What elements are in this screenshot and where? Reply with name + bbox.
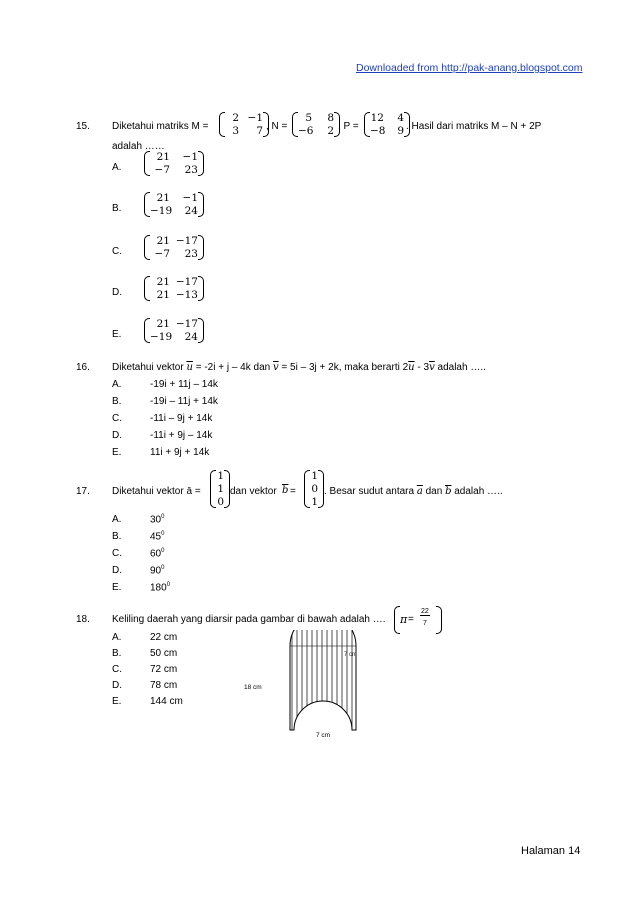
vector-v: $\overline{v}$ [273,362,279,373]
q17-vector-b: 1 0 1 [310,470,318,508]
height-label: 18 cm [244,684,262,691]
q15-option-label: E. [112,329,122,340]
q17-option-value: $60^0$ [150,548,165,560]
q18-option-value: 144 cm [150,696,183,707]
q17-option-label: C. [112,548,122,559]
q17-text-1: Diketahui vektor ā = [112,486,201,497]
q17-text-4: . Besar sudut antara $\overline{a}$ dan $\overline{b}$ adalah ….. [324,486,503,497]
q15-option-label: C. [112,246,122,257]
q15-option-matrix: 21 −17 21 −13 [150,276,198,301]
q15-matrix-p: 12 4 −8 9 [370,112,404,137]
q17-option-value: $90^0$ [150,565,165,577]
q18-option-value: 22 cm [150,632,178,643]
q17-option-value: $180^0$ [150,582,171,594]
q16-number: 16. [76,362,90,373]
q18-option-label: D. [112,680,122,691]
q16-option-label: E. [112,447,122,458]
hatch-lines [292,630,352,740]
q18-option-label: E. [112,696,122,707]
q16-option-value: 11i + 9j + 14k [150,447,210,458]
q16-stem: Diketahui vektor $\overline{u} = -2i + j - 4k$ dan $\overline{v} = 5i - 3j + 2k$, maka berarti $2\overline{u} - 3\overline{v}$ adalah ….. [112,362,486,373]
source-link[interactable]: Downloaded from http://pak-anang.blogspot.com [356,62,583,74]
q15-option-matrix: 21 −1 −7 23 [150,151,198,176]
q18-text: Keliling daerah yang diarsir pada gambar di bawah adalah …. [112,614,386,625]
q17-option-label: B. [112,531,122,542]
q16-option-label: B. [112,396,122,407]
top-label: 7 cm [344,652,358,658]
figure-outline [290,630,356,730]
q15-option-matrix: 21 −17 −19 24 [150,318,198,343]
q16-option-label: A. [112,379,122,390]
q17-option-value: $30^0$ [150,514,165,526]
q17-option-label: D. [112,565,122,576]
q15-number: 15. [76,121,90,132]
q16-option-label: D. [112,430,122,441]
q17-vector-a: 1 1 0 [216,470,224,508]
q18-pi-box: π = 22 7 [394,606,442,634]
q15-option-label: A. [112,162,122,173]
q18-option-value: 78 cm [150,680,178,691]
q17-option-value: $45^0$ [150,531,165,543]
q15-option-matrix: 21 −17 −7 23 [150,235,198,260]
q15-text-c: , P = [338,121,359,132]
vector-u: $\overline{u}$ [186,362,193,373]
q17-option-label: A. [112,514,122,525]
q15-text-d: . Hasil dari matriks M – N + 2P [406,121,542,132]
q15-matrix-n: 5 8 −6 2 [298,112,334,137]
q15-option-label: B. [112,203,122,214]
q15-text-e: adalah …… [112,141,165,152]
q16-option-value: -19i + 11j – 14k [150,379,218,390]
width-label: 7 cm [316,732,331,739]
q16-option-label: C. [112,413,122,424]
q17-number: 17. [76,486,90,497]
q18-option-label: B. [112,648,122,659]
q15-option-matrix: 21 −1 −19 24 [150,192,198,217]
q15-text-a: Diketahui matriks M = [112,121,209,132]
q15-matrix-m: 2 −1 3 7 [225,112,263,137]
q16-option-value: -19i – 11j + 14k [150,396,218,407]
q18-number: 18. [76,614,90,625]
q17-option-label: E. [112,582,122,593]
q15-option-label: D. [112,287,122,298]
page-number: Halaman 14 [521,845,581,857]
q17-text-3: = [290,486,296,497]
q17-text-2: dan vektor [230,486,277,497]
q18-option-value: 50 cm [150,648,178,659]
q15-text-b: , N = [266,121,288,132]
q18-option-label: A. [112,632,122,643]
vector-b-label: $\overline{b}$ [282,485,289,496]
q16-option-value: -11i + 9j – 14k [150,430,213,441]
shaded-figure [240,630,370,742]
q16-option-value: -11i – 9j + 14k [150,413,213,424]
q18-option-label: C. [112,664,122,675]
q18-option-value: 72 cm [150,664,178,675]
